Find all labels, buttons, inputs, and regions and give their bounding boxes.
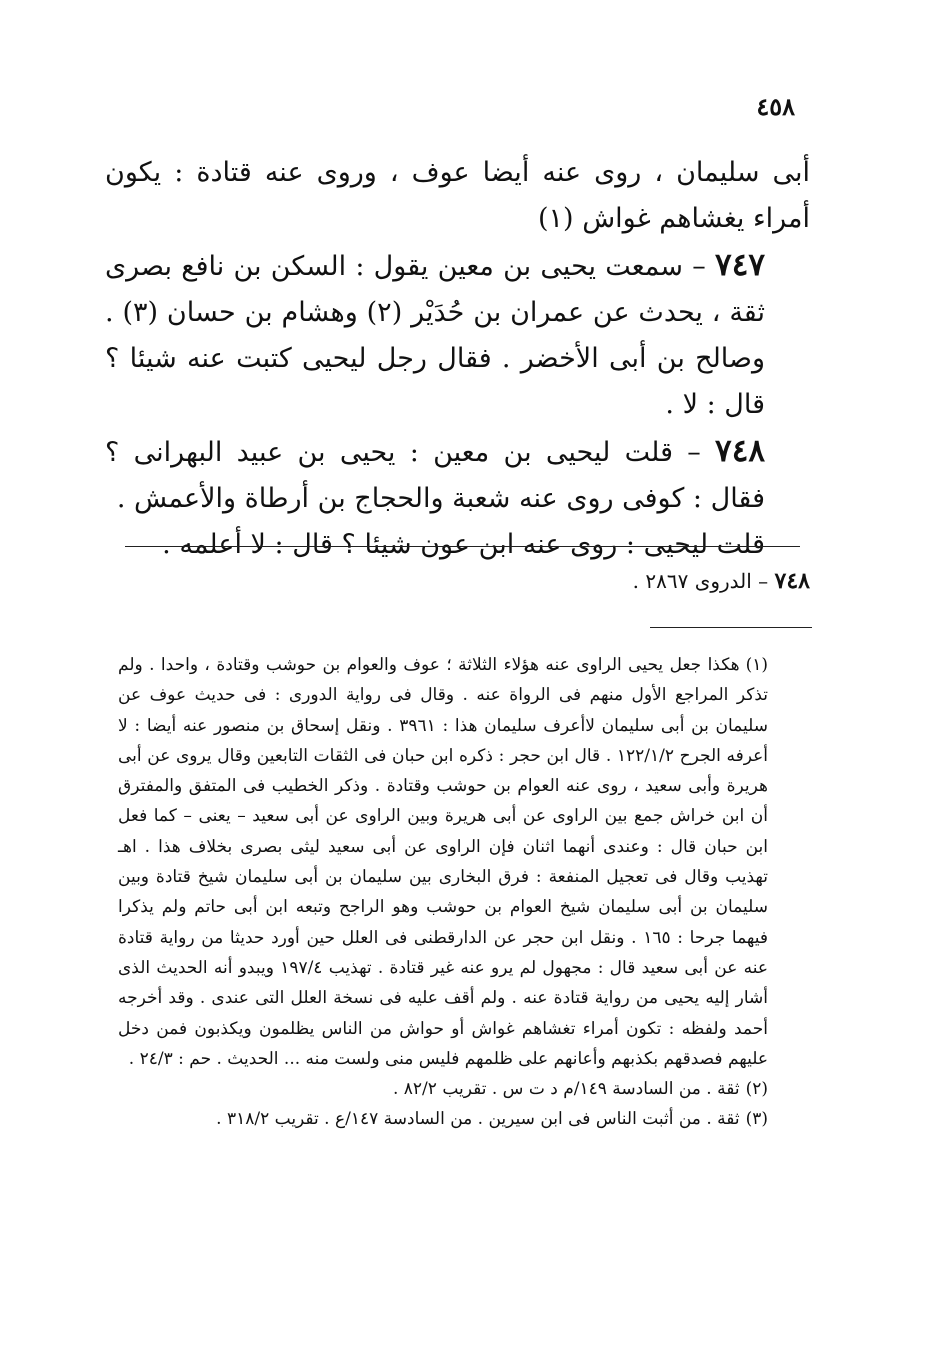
footnote-1 (118, 650, 813, 1074)
entry-747 (105, 242, 810, 428)
reference-text: – الدروى ٢٨٦٧ . (632, 569, 775, 593)
continuation-paragraph (105, 150, 810, 242)
page-number: ٤٥٨ (756, 92, 795, 121)
footnote-2-marker: (٢) (745, 1079, 768, 1100)
footnote-1-text: هكذا جعل يحيى الراوى عنه هؤلاء الثلاثة ؛ عوف والعوام بن حوشب وقتادة ، واحدا . ولم تذكر المراجع الأول منهم فى الرواة عنه . وقال فى رواية الدورى : فى حديث عوف عن سليمان بن أبى سليمان لاأعرف سليمان هذا : ٣٩٦١ . ونقل إسحاق بن منصور عنه أيضا : لا أعرفه الجرح ١٢٢/١/٢ . قال ابن حجر : ذكره ابن حبان فى الثقات التابعين وقال يروى عن أبى هريرة وأبى سعيد ، روى عنه العوام بن حوشب وقتادة . وذكر الخطيب فى المتفق والمفترق أن ابن خراش جمع بين الراوى عن أبى هريرة وبين الراوى عن أبى سعيد – يعنى – كما فعل ابن حبان قال : وعندى أنهما اثنان فإن الراوى عن أبى سعيد ليثى بصرى بخلاف هذا . اهـ تهذيب وقال فى تعجيل المنفعة : فرق البخارى بين سليمان بن أبى سليمان شيخ قتادة وبين سليمان بن أبى سليمان شيخ العوام بن حوشب وهو الراجح وتبعه ابن أبى حاتم ولم يذكرا فيهما جرحا : ١٦٥ . ونقل ابن حجر عن الدارقطنى فى العلل حين أورد حديثا من رواية قتادة عنه عن أبى سعيد قال : مجهول لم يرو عنه غير قتادة . تهذيب ١٩٧/٤ ويبدو أنه الحديث الذى أشار إليه يحيى من رواية قتادة عنه . ولم أقف عليه فى نسخة العلل التى عندى . وقد أخرجه أحمد ولفظه : تكون أمراء تغشاهم غواش أو حواش من الناس يظلمون ويكذبون فمن دخل عليهم فصدقهم بكذبهم وأعانهم على ظلمهم فليس منى ولست منه ... الحديث . حم : ٢٤/٣ . (118, 655, 769, 1069)
footnote-ref-3: (٣) (122, 297, 159, 328)
entry-748 (105, 428, 810, 522)
footnotes (118, 650, 813, 1135)
entry-747-text-3: . وصالح بن أبى الأخضر . فقال رجل ليحيى كتبت عنه شيئا ؟ قال : لا . (105, 297, 765, 420)
reference-number: ٧٤٨ (774, 568, 810, 594)
footnote-3-text: ثقة . من أثبت الناس فى ابن سيرين . من السادسة ١٤٧/ع . تقريب ٣١٨/٢ . (216, 1109, 740, 1130)
reference-line (125, 564, 810, 598)
section-divider (125, 546, 800, 547)
entry-748-text: – قلت ليحيى بن معين : يحيى بن عبيد البهرانى ؟ فقال : كوفى روى عنه شعبة والحجاج بن أرطاة والأعمش . (105, 437, 765, 514)
footnote-divider (650, 627, 812, 628)
footnote-3-marker: (٣) (745, 1109, 768, 1130)
continuation-text: أبى سليمان ، روى عنه أيضا عوف ، وروى عنه قتادة : يكون أمراء يغشاهم غواش (105, 157, 810, 234)
footnote-ref-2: (٢) (366, 297, 403, 328)
footnote-1-marker: (١) (745, 655, 768, 675)
closing-paragraph: قلت ليحيى : روى عنه ابن عون شيئا ؟ قال : لا أعلمه . (162, 529, 765, 560)
entry-747-text-1: – سمعت يحيى بن معين يقول : السكن بن نافع بصرى ثقة ، يحدث عن عمران بن حُدَيْر (105, 251, 765, 328)
footnote-2-text: ثقة . من السادسة ١٤٩/م د ت س . تقريب ٨٢/٢ . (392, 1079, 740, 1100)
entry-number-747: ٧٤٧ (715, 247, 765, 283)
entry-number-748: ٧٤٨ (715, 433, 765, 469)
footnote-ref-1: (١) (537, 203, 574, 234)
footnote-2 (118, 1074, 813, 1104)
entry-747-text-2: وهشام بن حسان (158, 297, 367, 328)
main-text (105, 150, 810, 568)
footnote-3 (118, 1104, 813, 1134)
